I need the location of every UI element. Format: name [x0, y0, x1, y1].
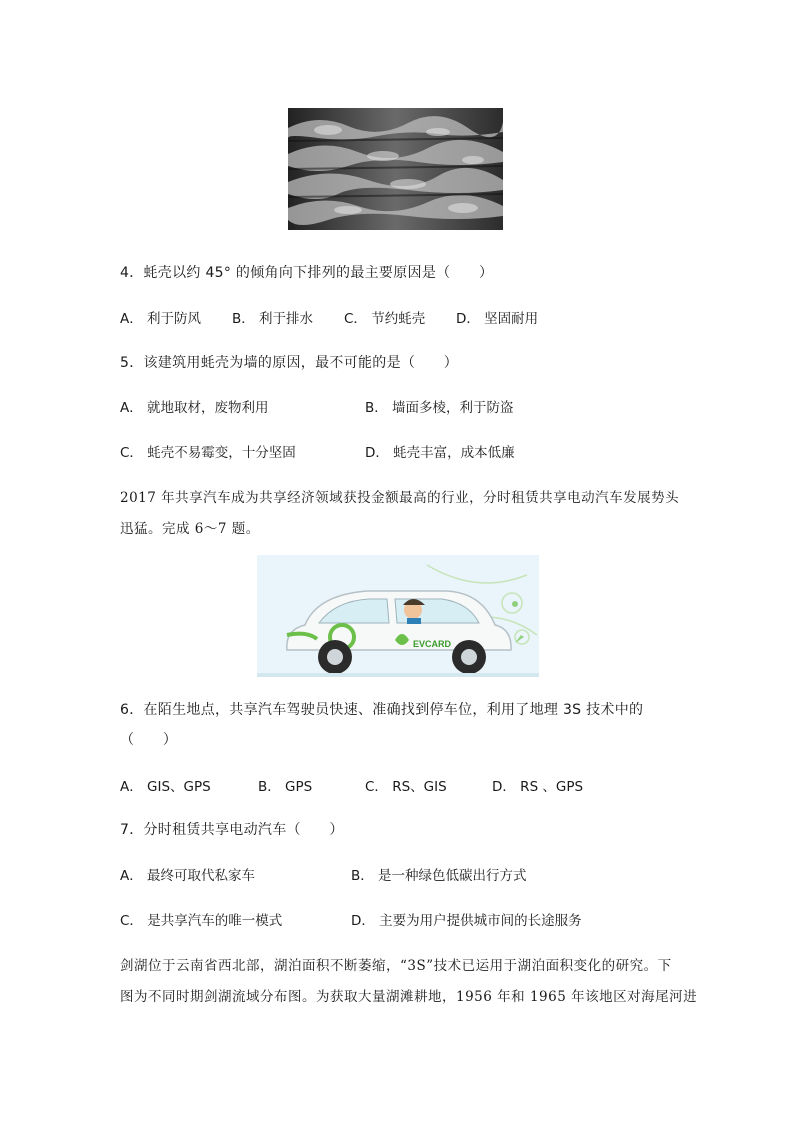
question-4-option-b: B． 利于排水 [232, 311, 314, 327]
intro-lake-line-1: 剑湖位于云南省西北部，湖泊面积不断萎缩，“3S”技术已运用于湖泊面积变化的研究。下 [120, 958, 672, 974]
oyster-wall-image [288, 108, 503, 230]
question-5-stem: 5．该建筑用蚝壳为墙的原因，最不可能的是（ ） [120, 355, 459, 371]
question-6-stem-line-1: 6．在陌生地点，共享汽车驾驶员快速、准确找到停车位，利用了地理 3S 技术中的 [120, 702, 644, 718]
question-6-stem-line-2: （ ） [120, 732, 178, 748]
intro-6-7-line-2: 迅猛。完成 6～7 题。 [120, 521, 260, 537]
question-6-option-c: C． RS、GIS [365, 779, 447, 795]
question-7-option-c: C． 是共享汽车的唯一模式 [120, 913, 283, 929]
intro-6-7-line-1: 2017 年共享汽车成为共享经济领域获投金额最高的行业，分时租赁共享电动汽车发展势头 [120, 490, 680, 506]
intro-lake-line-2: 图为不同时期剑湖流域分布图。为获取大量湖滩耕地，1956 年和 1965 年该地区对海尾河进 [120, 989, 698, 1005]
question-4-stem: 4．蚝壳以约 45° 的倾角向下排列的最主要原因是（ ） [120, 265, 494, 281]
question-5-option-a: A． 就地取材，废物利用 [120, 400, 269, 416]
question-4-option-a: A． 利于防风 [120, 311, 202, 327]
question-7-option-a: A． 最终可取代私家车 [120, 868, 256, 884]
question-6-option-a: A． GIS、GPS [120, 779, 211, 795]
question-7-stem: 7．分时租赁共享电动汽车（ ） [120, 822, 344, 838]
question-4-option-d: D． 坚固耐用 [456, 311, 539, 327]
oyster-wall-photo [288, 108, 503, 230]
question-7-option-d: D． 主要为用户提供城市间的长途服务 [351, 913, 582, 929]
question-4-option-c: C． 节约蚝壳 [344, 311, 426, 327]
question-6-option-b: B． GPS [258, 779, 313, 795]
question-5-option-b: B． 墙面多棱，利于防盗 [365, 400, 514, 416]
shared-car-illustration [257, 555, 539, 677]
question-5-option-d: D． 蚝壳丰富，成本低廉 [365, 445, 515, 461]
question-7-option-b: B． 是一种绿色低碳出行方式 [351, 868, 527, 884]
evcard-logo-text: EVCARD [413, 639, 452, 649]
question-6-option-d: D． RS 、GPS [492, 779, 584, 795]
question-5-option-c: C． 蚝壳不易霉变，十分坚固 [120, 445, 296, 461]
ev-car-image [257, 555, 539, 677]
